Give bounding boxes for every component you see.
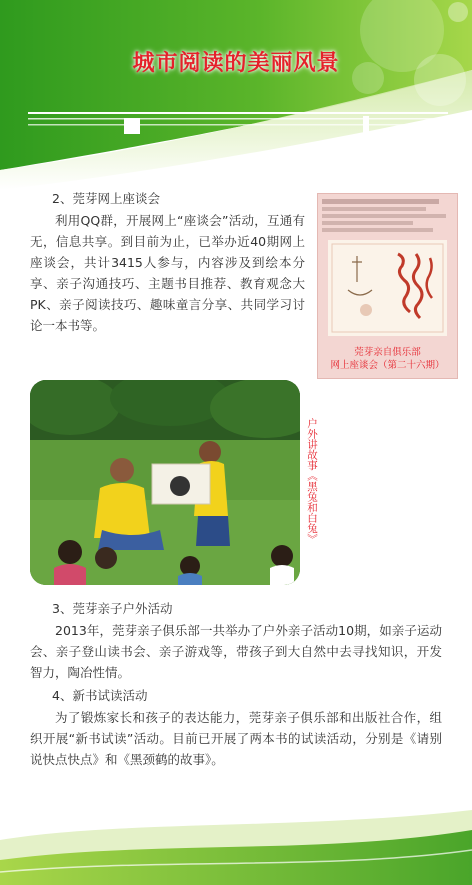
section4-heading: 4、新书试读活动 (52, 688, 148, 703)
section2-heading: 2、莞芽网上座谈会 (52, 191, 160, 206)
section3-heading: 3、莞芽亲子户外活动 (52, 601, 173, 616)
header-banner (0, 0, 472, 200)
poster-book-artwork (328, 240, 447, 336)
section3-body: 2013年，莞芽亲子俱乐部一共举办了户外亲子活动10期，如亲子运动会、亲子登山读书会、亲子游戏等，带孩子到大自然中去寻找知识，开发智力，陶冶性情。 (30, 623, 442, 680)
outdoor-storytelling-photo (30, 380, 300, 585)
meeting-poster (317, 193, 458, 379)
poster-caption-line2: 网上座谈会（第二十六期） (330, 360, 445, 371)
page-title: 城市阅读的美丽风景 (132, 51, 340, 76)
photo-caption: 户外讲故事《黑兔和白兔》 (306, 418, 318, 544)
section4-body: 为了锻炼家长和孩子的表达能力，莞芽亲子俱乐部和出版社合作，组织开展“新书试读”活动。目前已开展了两本书的试读活动，分别是《请别说快点快点》和《黑颈鹤的故事》。 (30, 710, 442, 767)
poster-caption-line1: 莞芽亲自俱乐部 (354, 347, 421, 358)
section2-body: 利用QQ群，开展网上“座谈会”活动，互通有无，信息共享。到目前为止，已举办近40期网上座谈会，共计3415人参与，内容涉及到绘本分享、亲子沟通技巧、主题书目推荐、教育观念大PK、亲子阅读技巧、趣味童言分享、共同学习讨论一本书等。 (30, 213, 305, 333)
poster-caption (318, 346, 457, 372)
footer-wave (0, 800, 472, 885)
poster-fine-print (322, 199, 452, 232)
